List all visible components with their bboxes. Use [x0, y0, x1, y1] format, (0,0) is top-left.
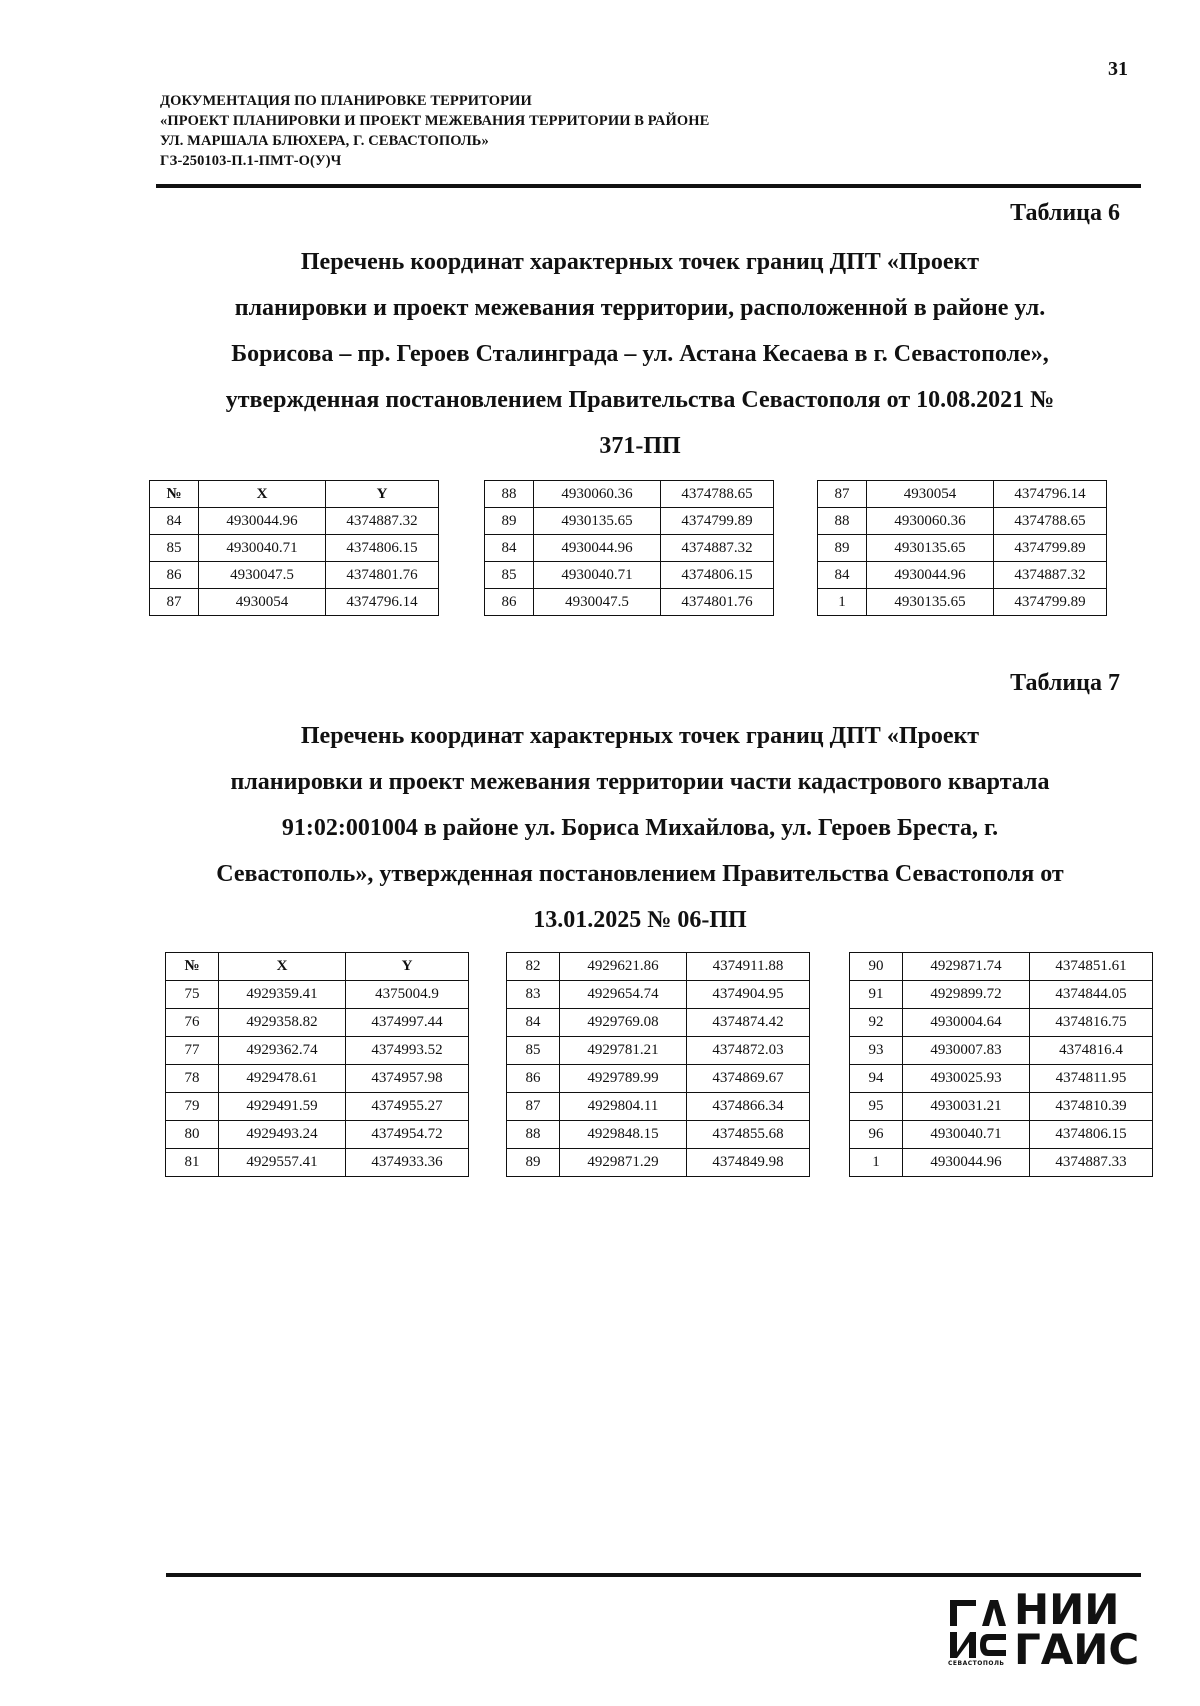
coord-x: 4930047.5	[199, 562, 326, 589]
header-num: №	[150, 481, 199, 508]
coord-y: 4374866.34	[687, 1093, 810, 1121]
point-number: 75	[166, 981, 219, 1009]
table7-label: Таблица 7	[1010, 670, 1120, 696]
table-row	[850, 1149, 1153, 1177]
coord-y: 4374872.03	[687, 1037, 810, 1065]
coord-x: 4930040.71	[199, 535, 326, 562]
coord-y: 4374796.14	[326, 589, 439, 616]
point-number: 86	[507, 1065, 560, 1093]
coord-y: 4374851.61	[1030, 953, 1153, 981]
point-number: 88	[507, 1121, 560, 1149]
table6-table-1	[149, 480, 439, 616]
table6-title-line: 371-ПП	[599, 433, 681, 459]
table7-table-1	[165, 952, 469, 1177]
point-number: 1	[850, 1149, 903, 1177]
coord-y: 4374993.52	[346, 1037, 469, 1065]
table-row	[150, 589, 439, 616]
coord-x: 4929804.11	[560, 1093, 687, 1121]
coord-x: 4930040.71	[534, 562, 661, 589]
point-number: 87	[150, 589, 199, 616]
table6-title	[160, 239, 1120, 469]
coord-x: 4930044.96	[199, 508, 326, 535]
coord-y: 4374801.76	[661, 589, 774, 616]
header-line-1: ДОКУМЕНТАЦИЯ ПО ПЛАНИРОВКЕ ТЕРРИТОРИИ	[160, 93, 532, 109]
table7-title-line: Севастополь», утвержденная постановлением Правительства Севастополя от	[216, 861, 1064, 887]
header-divider	[156, 184, 1141, 188]
table6-title-line: Борисова – пр. Героев Сталинграда – ул. Астана Кесаева в г. Севастополе»,	[231, 341, 1049, 367]
header-x: X	[199, 481, 326, 508]
table-row	[166, 1149, 469, 1177]
header-line-3: УЛ. МАРШАЛА БЛЮХЕРА, Г. СЕВАСТОПОЛЬ»	[160, 133, 489, 149]
point-number: 95	[850, 1093, 903, 1121]
coord-y: 4374887.33	[1030, 1149, 1153, 1177]
coord-x: 4930025.93	[903, 1065, 1030, 1093]
coord-y: 4374806.15	[1030, 1121, 1153, 1149]
table-row	[485, 535, 774, 562]
coord-x: 4929899.72	[903, 981, 1030, 1009]
table-row	[485, 562, 774, 589]
coord-y: 4374816.4	[1030, 1037, 1153, 1065]
point-number: 94	[850, 1065, 903, 1093]
table-row	[485, 508, 774, 535]
coord-x: 4929362.74	[219, 1037, 346, 1065]
coord-y: 4374788.65	[994, 508, 1107, 535]
table-row	[850, 1037, 1153, 1065]
table-row	[150, 562, 439, 589]
coord-x: 4930054	[867, 481, 994, 508]
point-number: 88	[485, 481, 534, 508]
point-number: 84	[507, 1009, 560, 1037]
table6-title-line: утвержденная постановлением Правительства Севастополя от 10.08.2021 №	[225, 387, 1055, 413]
point-number: 85	[507, 1037, 560, 1065]
point-number: 80	[166, 1121, 219, 1149]
table-row	[485, 589, 774, 616]
coord-y: 4374911.88	[687, 953, 810, 981]
table-row	[818, 481, 1107, 508]
coord-y: 4374799.89	[661, 508, 774, 535]
point-number: 76	[166, 1009, 219, 1037]
coord-y: 4374811.95	[1030, 1065, 1153, 1093]
table-row	[507, 953, 810, 981]
table6-table-2	[484, 480, 774, 616]
table6-label: Таблица 6	[1010, 200, 1120, 226]
coord-x: 4930135.65	[867, 589, 994, 616]
coord-y: 4374806.15	[661, 562, 774, 589]
coord-y: 4374799.89	[994, 535, 1107, 562]
coord-y: 4374904.95	[687, 981, 810, 1009]
table7-title-line: 13.01.2025 № 06-ПП	[533, 907, 747, 933]
point-number: 82	[507, 953, 560, 981]
table7-title-line: Перечень координат характерных точек границ ДПТ «Проект	[300, 723, 980, 749]
coord-y: 4375004.9	[346, 981, 469, 1009]
table-row	[166, 981, 469, 1009]
table-row	[507, 1093, 810, 1121]
table-header-row	[166, 953, 469, 981]
coord-y: 4374874.42	[687, 1009, 810, 1037]
table-row	[507, 1065, 810, 1093]
point-number: 86	[150, 562, 199, 589]
table-row	[850, 953, 1153, 981]
logo-line-2: ГАИС	[1014, 1625, 1140, 1674]
table-row	[166, 1093, 469, 1121]
table7-table-3	[849, 952, 1153, 1177]
point-number: 87	[507, 1093, 560, 1121]
coord-y: 4374855.68	[687, 1121, 810, 1149]
coord-y: 4374997.44	[346, 1009, 469, 1037]
table-row	[850, 1093, 1153, 1121]
coord-x: 4930044.96	[867, 562, 994, 589]
coord-x: 4930031.21	[903, 1093, 1030, 1121]
table-row	[166, 1037, 469, 1065]
table-row	[507, 1149, 810, 1177]
coord-x: 4929871.29	[560, 1149, 687, 1177]
header-y: Y	[326, 481, 439, 508]
table-row	[850, 1065, 1153, 1093]
table-row	[485, 481, 774, 508]
coord-x: 4930135.65	[534, 508, 661, 535]
coord-y: 4374844.05	[1030, 981, 1153, 1009]
point-number: 85	[485, 562, 534, 589]
coord-y: 4374954.72	[346, 1121, 469, 1149]
header-x: X	[219, 953, 346, 981]
coord-y: 4374849.98	[687, 1149, 810, 1177]
table6-title-line: планировки и проект межевания территории, расположенной в районе ул.	[234, 295, 1046, 321]
coord-x: 4930040.71	[903, 1121, 1030, 1149]
coord-y: 4374788.65	[661, 481, 774, 508]
table-row	[818, 508, 1107, 535]
coord-x: 4929789.99	[560, 1065, 687, 1093]
table6-table-3	[817, 480, 1107, 616]
coord-x: 4930047.5	[534, 589, 661, 616]
coord-y: 4374801.76	[326, 562, 439, 589]
header-num: №	[166, 953, 219, 981]
coord-x: 4929493.24	[219, 1121, 346, 1149]
point-number: 79	[166, 1093, 219, 1121]
coord-x: 4929358.82	[219, 1009, 346, 1037]
point-number: 84	[818, 562, 867, 589]
table-row	[507, 1121, 810, 1149]
table-row	[507, 1037, 810, 1065]
coord-x: 4930007.83	[903, 1037, 1030, 1065]
point-number: 93	[850, 1037, 903, 1065]
logo-mark-icon	[948, 1598, 1008, 1660]
coord-x: 4929769.08	[560, 1009, 687, 1037]
coord-x: 4929871.74	[903, 953, 1030, 981]
table-row	[507, 1009, 810, 1037]
coord-y: 4374810.39	[1030, 1093, 1153, 1121]
table-row	[150, 508, 439, 535]
coord-x: 4929359.41	[219, 981, 346, 1009]
table-row	[850, 1121, 1153, 1149]
point-number: 78	[166, 1065, 219, 1093]
coord-y: 4374887.32	[326, 508, 439, 535]
table-row	[150, 535, 439, 562]
table6-title-line: Перечень координат характерных точек границ ДПТ «Проект	[300, 249, 980, 275]
coord-x: 4929491.59	[219, 1093, 346, 1121]
table-header-row	[150, 481, 439, 508]
coord-x: 4930044.96	[534, 535, 661, 562]
coord-x: 4930135.65	[867, 535, 994, 562]
coord-x: 4930044.96	[903, 1149, 1030, 1177]
logo-caption: СЕВАСТОПОЛЬ	[948, 1660, 1005, 1667]
header-line-2: «ПРОЕКТ ПЛАНИРОВКИ И ПРОЕКТ МЕЖЕВАНИЯ ТЕРРИТОРИИ В РАЙОНЕ	[160, 113, 710, 129]
coord-x: 4929781.21	[560, 1037, 687, 1065]
coord-x: 4930060.36	[867, 508, 994, 535]
point-number: 89	[507, 1149, 560, 1177]
logo-line-1: НИИ	[1014, 1585, 1120, 1634]
point-number: 89	[818, 535, 867, 562]
table-row	[850, 981, 1153, 1009]
table-row	[818, 562, 1107, 589]
coord-x: 4930004.64	[903, 1009, 1030, 1037]
coord-x: 4929621.86	[560, 953, 687, 981]
table7-title-line: планировки и проект межевания территории части кадастрового квартала	[230, 769, 1050, 795]
coord-x: 4930060.36	[534, 481, 661, 508]
point-number: 88	[818, 508, 867, 535]
table7-title	[160, 713, 1120, 943]
table-row	[166, 1065, 469, 1093]
page-number: 31	[1108, 58, 1128, 80]
table-row	[818, 535, 1107, 562]
coord-x: 4929478.61	[219, 1065, 346, 1093]
header-y: Y	[346, 953, 469, 981]
table7-table-2	[506, 952, 810, 1177]
table-row	[166, 1121, 469, 1149]
coord-y: 4374957.98	[346, 1065, 469, 1093]
table-row	[818, 589, 1107, 616]
table-row	[166, 1009, 469, 1037]
footer-divider	[166, 1573, 1141, 1577]
point-number: 84	[150, 508, 199, 535]
coord-y: 4374806.15	[326, 535, 439, 562]
coord-x: 4929654.74	[560, 981, 687, 1009]
coord-y: 4374869.67	[687, 1065, 810, 1093]
nii-gais-logo	[948, 1585, 1148, 1674]
point-number: 86	[485, 589, 534, 616]
table-row	[850, 1009, 1153, 1037]
table-row	[507, 981, 810, 1009]
coord-y: 4374887.32	[661, 535, 774, 562]
point-number: 92	[850, 1009, 903, 1037]
point-number: 77	[166, 1037, 219, 1065]
point-number: 1	[818, 589, 867, 616]
logo-wordmark	[1014, 1585, 1140, 1674]
coord-y: 4374955.27	[346, 1093, 469, 1121]
point-number: 89	[485, 508, 534, 535]
coord-y: 4374887.32	[994, 562, 1107, 589]
point-number: 90	[850, 953, 903, 981]
coord-x: 4929848.15	[560, 1121, 687, 1149]
coord-y: 4374799.89	[994, 589, 1107, 616]
coord-x: 4930054	[199, 589, 326, 616]
point-number: 83	[507, 981, 560, 1009]
coord-y: 4374816.75	[1030, 1009, 1153, 1037]
point-number: 96	[850, 1121, 903, 1149]
header-code: ГЗ-250103-П.1-ПМТ-О(У)Ч	[160, 153, 342, 169]
point-number: 84	[485, 535, 534, 562]
coord-y: 4374796.14	[994, 481, 1107, 508]
point-number: 87	[818, 481, 867, 508]
point-number: 81	[166, 1149, 219, 1177]
document-header	[160, 91, 709, 171]
point-number: 85	[150, 535, 199, 562]
coord-y: 4374933.36	[346, 1149, 469, 1177]
point-number: 91	[850, 981, 903, 1009]
coord-x: 4929557.41	[219, 1149, 346, 1177]
table7-title-line: 91:02:001004 в районе ул. Бориса Михайлова, ул. Героев Бреста, г.	[281, 815, 999, 841]
